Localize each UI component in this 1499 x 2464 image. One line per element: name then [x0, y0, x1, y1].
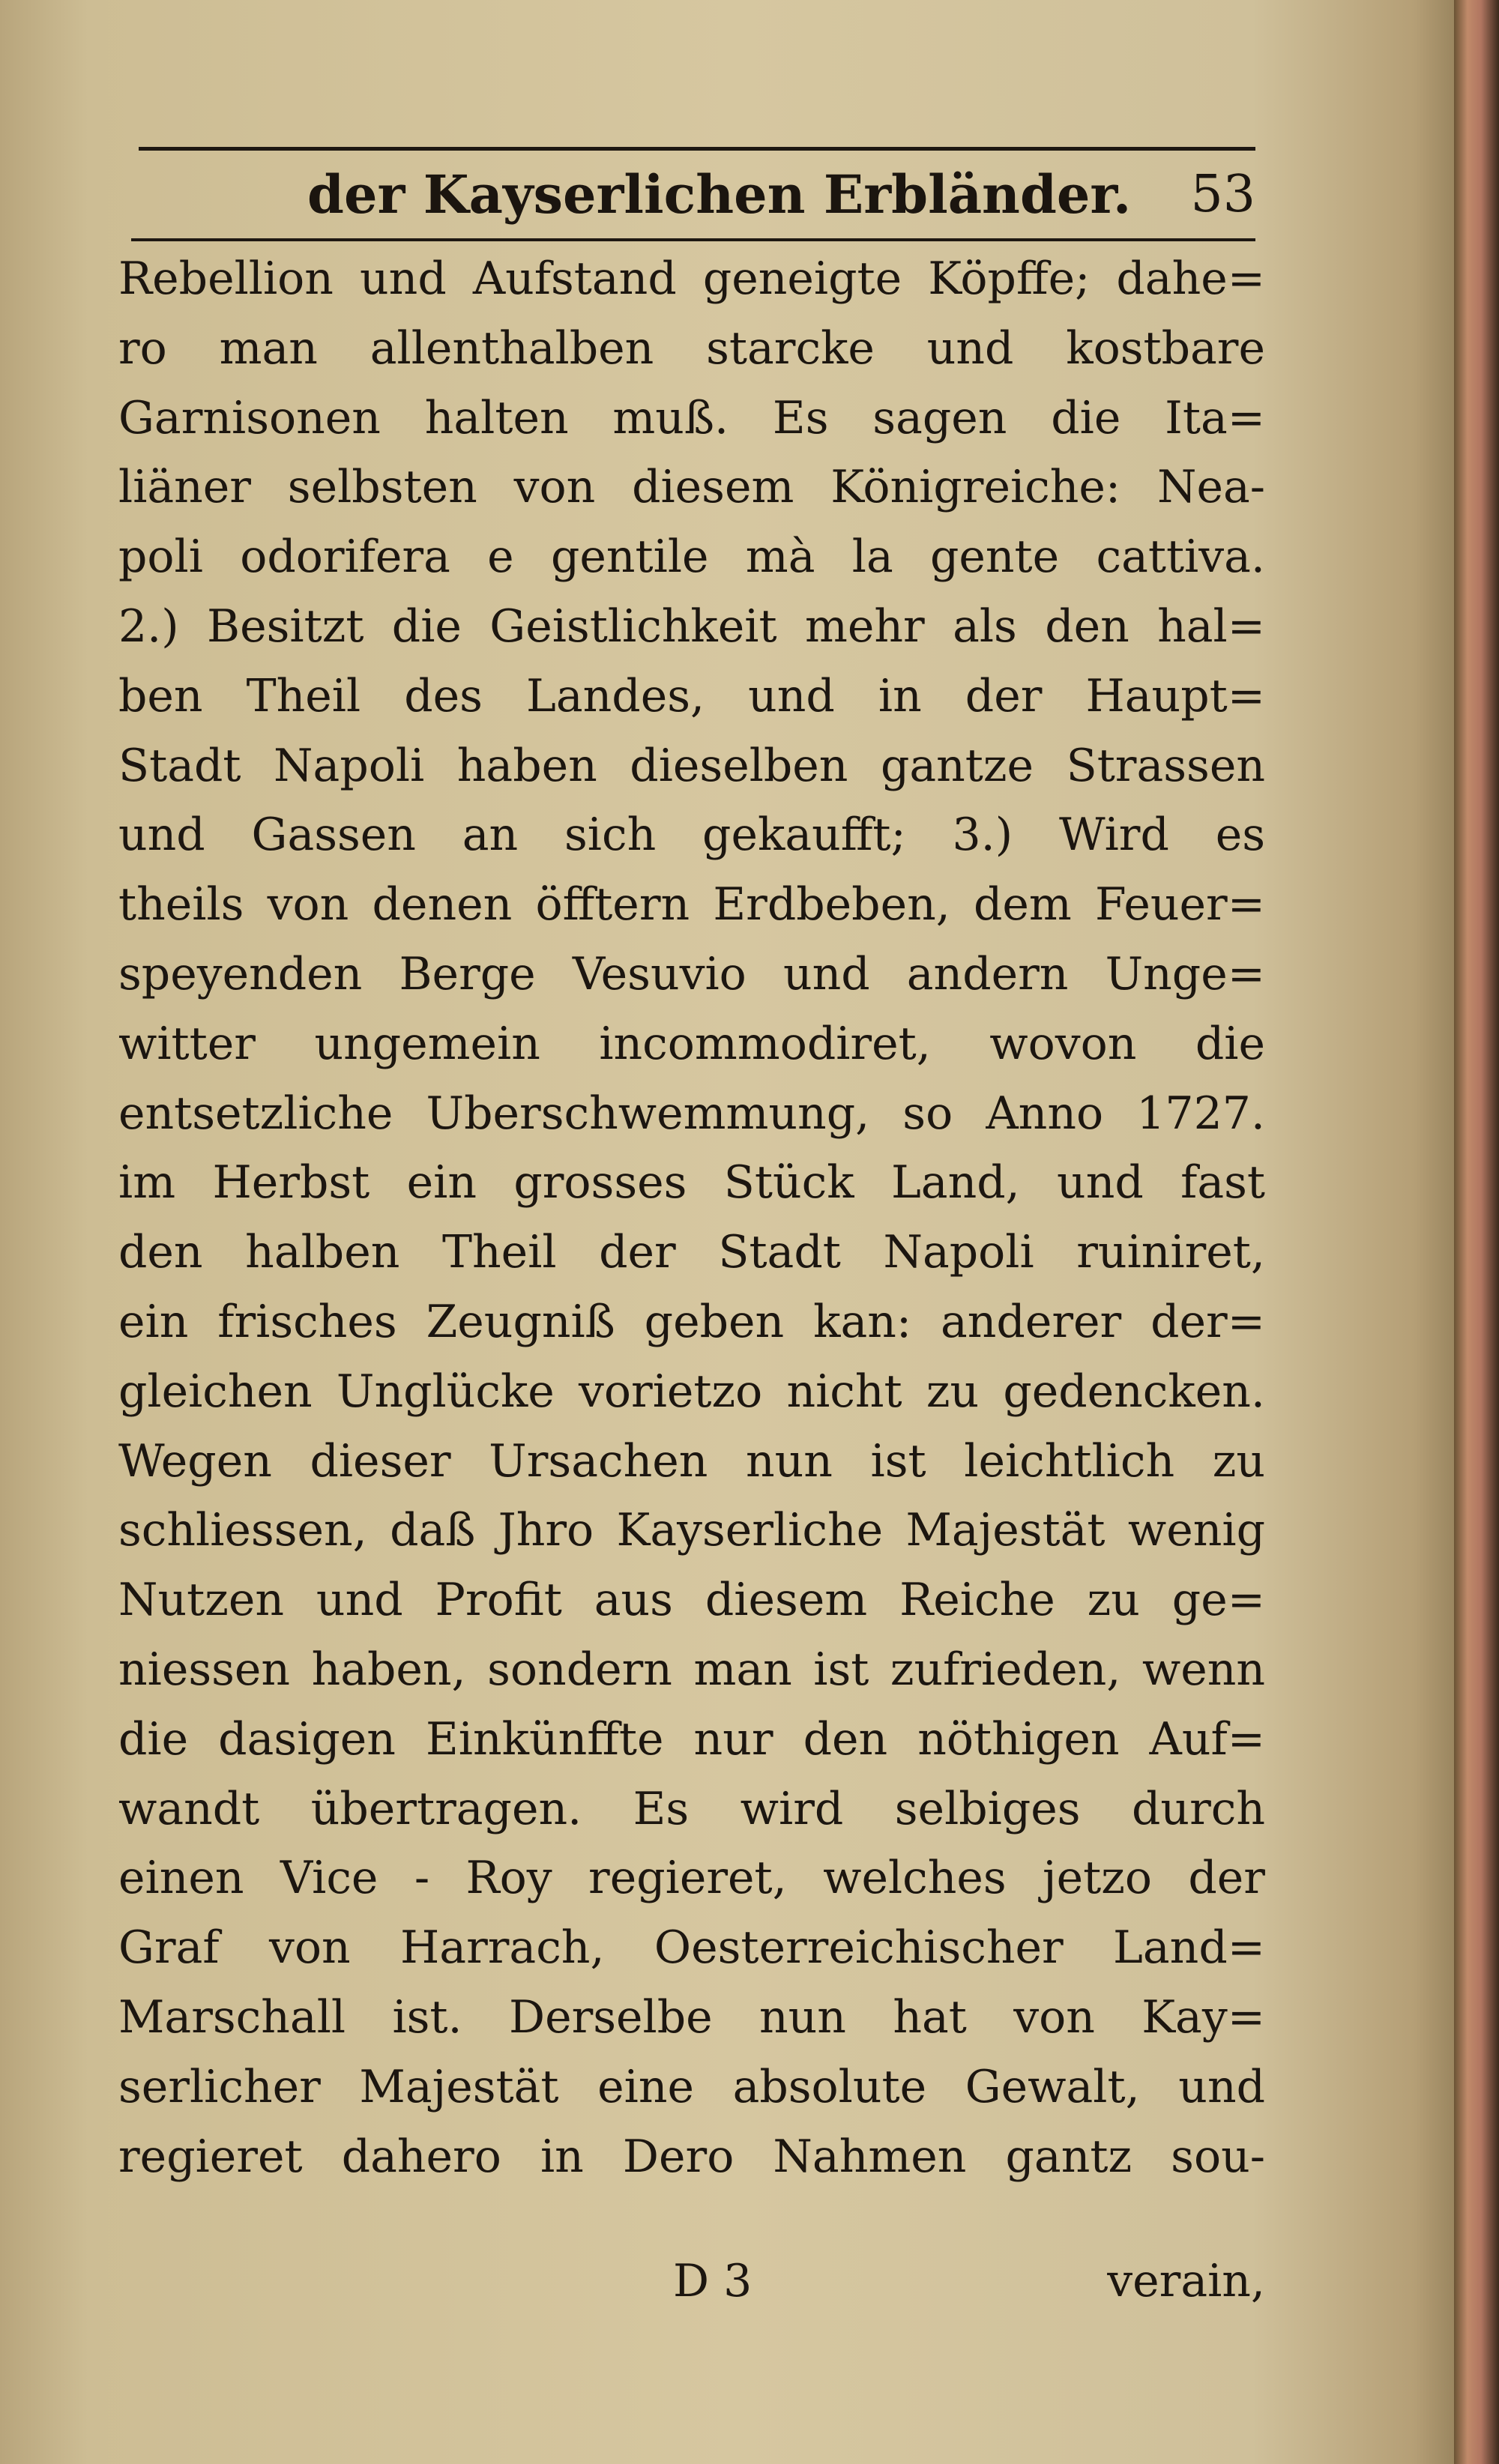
signature-mark: D 3 [673, 2255, 752, 2307]
text-line: ben Theil des Landes, und in der Haupt= [118, 669, 1265, 722]
text-line: Wegen dieser Ursachen nun ist leichtlich zu [118, 1434, 1265, 1488]
text-line: und Gassen an sich gekaufft; 3.) Wird es [118, 809, 1265, 862]
page-edge [1454, 0, 1499, 2464]
text-line: Nutzen und Profit aus diesem Reiche zu ge= [118, 1574, 1265, 1627]
text-line: gleichen Unglücke vorietzo nicht zu gedencken. [118, 1365, 1265, 1418]
text-line: theils von denen öfftern Erdbeben, dem Feuer= [118, 878, 1265, 931]
text-line: wandt übertragen. Es wird selbiges durch [118, 1782, 1265, 1835]
text-line: Rebellion und Aufstand geneigte Köpffe; dahe= [118, 253, 1265, 305]
header-rule-top [139, 147, 1255, 151]
text-line: ro man allenthalben starcke und kostbare [118, 321, 1265, 375]
header-rule-bottom [131, 238, 1255, 241]
text-line: schliessen, daß Jhro Kayserliche Majestät wenig [118, 1504, 1265, 1557]
text-line: Graf von Harrach, Oesterreichischer Land= [118, 1921, 1265, 1975]
text-line: niessen haben, sondern man ist zufrieden, wenn [118, 1643, 1265, 1696]
page-footer [118, 2247, 1265, 2316]
running-head: der Kayserlichen Erbländer. [307, 163, 1132, 226]
text-line: poli odorifera e gentile mà la gente cattiva. [118, 531, 1265, 584]
text-line: Stadt Napoli haben dieselben gantze Strassen [118, 739, 1265, 792]
text-line: ein frisches Zeugniß geben kan: anderer der= [118, 1295, 1265, 1348]
page-number: 53 [1190, 165, 1255, 224]
body-text [118, 244, 1265, 2191]
text-line: liäner selbsten von diesem Königreiche: Nea- [118, 461, 1265, 514]
text-line: witter ungemein incommodiret, wovon die [118, 1017, 1265, 1070]
text-line: die dasigen Einkünffte nur den nöthigen Auf= [118, 1712, 1265, 1766]
text-line: den halben Theil der Stadt Napoli ruiniret, [118, 1226, 1265, 1279]
text-line: speyenden Berge Vesuvio und andern Unge= [118, 947, 1265, 1000]
text-line: einen Vice - Roy regieret, welches jetzo der [118, 1852, 1265, 1905]
text-line: im Herbst ein grosses Stück Land, und fast [118, 1156, 1265, 1210]
text-line: Marschall ist. Derselbe nun hat von Kay= [118, 1990, 1265, 2044]
text-line: regieret dahero in Dero Nahmen gantz sou- [118, 2130, 1265, 2183]
text-line: 2.) Besitzt die Geistlichkeit mehr als den hal= [118, 600, 1265, 653]
catchword: verain, [1107, 2255, 1265, 2307]
text-line: serlicher Majestät eine absolute Gewalt, und [118, 2060, 1265, 2113]
text-line: Garnisonen halten muß. Es sagen die Ita= [118, 391, 1265, 444]
text-line: entsetzliche Uberschwemmung, so Anno 1727. [118, 1087, 1265, 1140]
